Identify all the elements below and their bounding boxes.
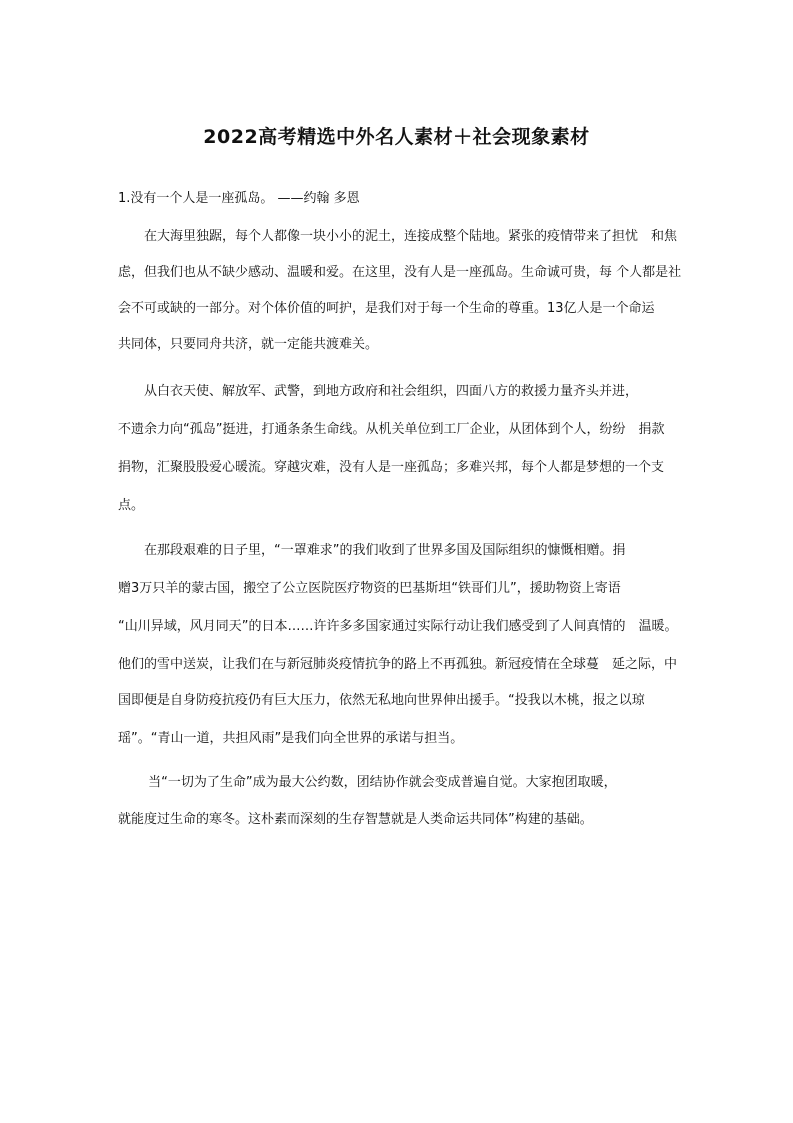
paragraph-line: 在那段艰难的日子里，“一罩难求”的我们收到了世界多国及国际组织的慷慨相赠。捐	[118, 543, 626, 558]
paragraph-line: 他们的雪中送炭，让我们在与新冠肺炎疫情抗争的路上不再孤独。新冠疫情在全球蔓 延之际，中	[118, 657, 678, 672]
paragraph-line: 捐物，汇聚股股爱心暖流。穿越灾难，没有人是一座孤岛；多难兴邦，每个人都是梦想的一个支	[118, 460, 665, 475]
paragraph-line: 会不可或缺的一部分。对个体价值的呵护，是我们对于每一个生命的尊重。13亿人是一个命运	[118, 301, 655, 316]
paragraph-line: 就能度过生命的寒冬。这朴素而深刻的生存智慧就是人类命运共同体”构建的基础。	[118, 812, 593, 827]
paragraph-line: 虑，但我们也从不缺少感动、温暖和爱。在这里，没有人是一座孤岛。生命诚可贵，每 个人都是社	[118, 265, 682, 280]
document-title: 2022高考精选中外名人素材＋社会现象素材	[203, 126, 590, 148]
paragraph-line: 瑶”。“青山一道，共担风雨”是我们向全世界的承诺与担当。	[118, 731, 464, 746]
quote-heading: 1.没有一个人是一座孤岛。 ——约翰 多恩	[118, 191, 360, 206]
paragraph-line: 点。	[118, 498, 145, 513]
paragraph-line: 赠3万只羊的蒙古国，搬空了公立医院医疗物资的巴基斯坦“铁哥们儿”，援助物资上寄语	[118, 581, 621, 596]
paragraph-line: “山川异域，风月同天”的日本……许许多多国家通过实际行动让我们感受到了人间真情的 温暖。	[118, 619, 678, 634]
paragraph-line: 在大海里独踞，每个人都像一块小小的泥土，连接成整个陆地。紧张的疫情带来了担忧 和焦	[118, 229, 678, 244]
paragraph-line: 国即便是自身防疫抗疫仍有巨大压力，依然无私地向世界伸出援手。“投我以木桃，报之以琼	[118, 693, 645, 708]
paragraph-line: 不遗余力向“孤岛”挺进，打通条条生命线。从机关单位到工厂企业，从团体到个人，纷纷 捐款	[118, 422, 665, 437]
paragraph-line: 从白衣天使、解放军、武警，到地方政府和社会组织，四面八方的救援力量齐头并进，	[118, 384, 639, 399]
paragraph-line: 共同体，只要同舟共济，就一定能共渡难关。	[118, 337, 379, 352]
paragraph-line: 当“一切为了生命”成为最大公约数，团结协作就会变成普遍自觉。大家抱团取暖，	[118, 775, 617, 790]
